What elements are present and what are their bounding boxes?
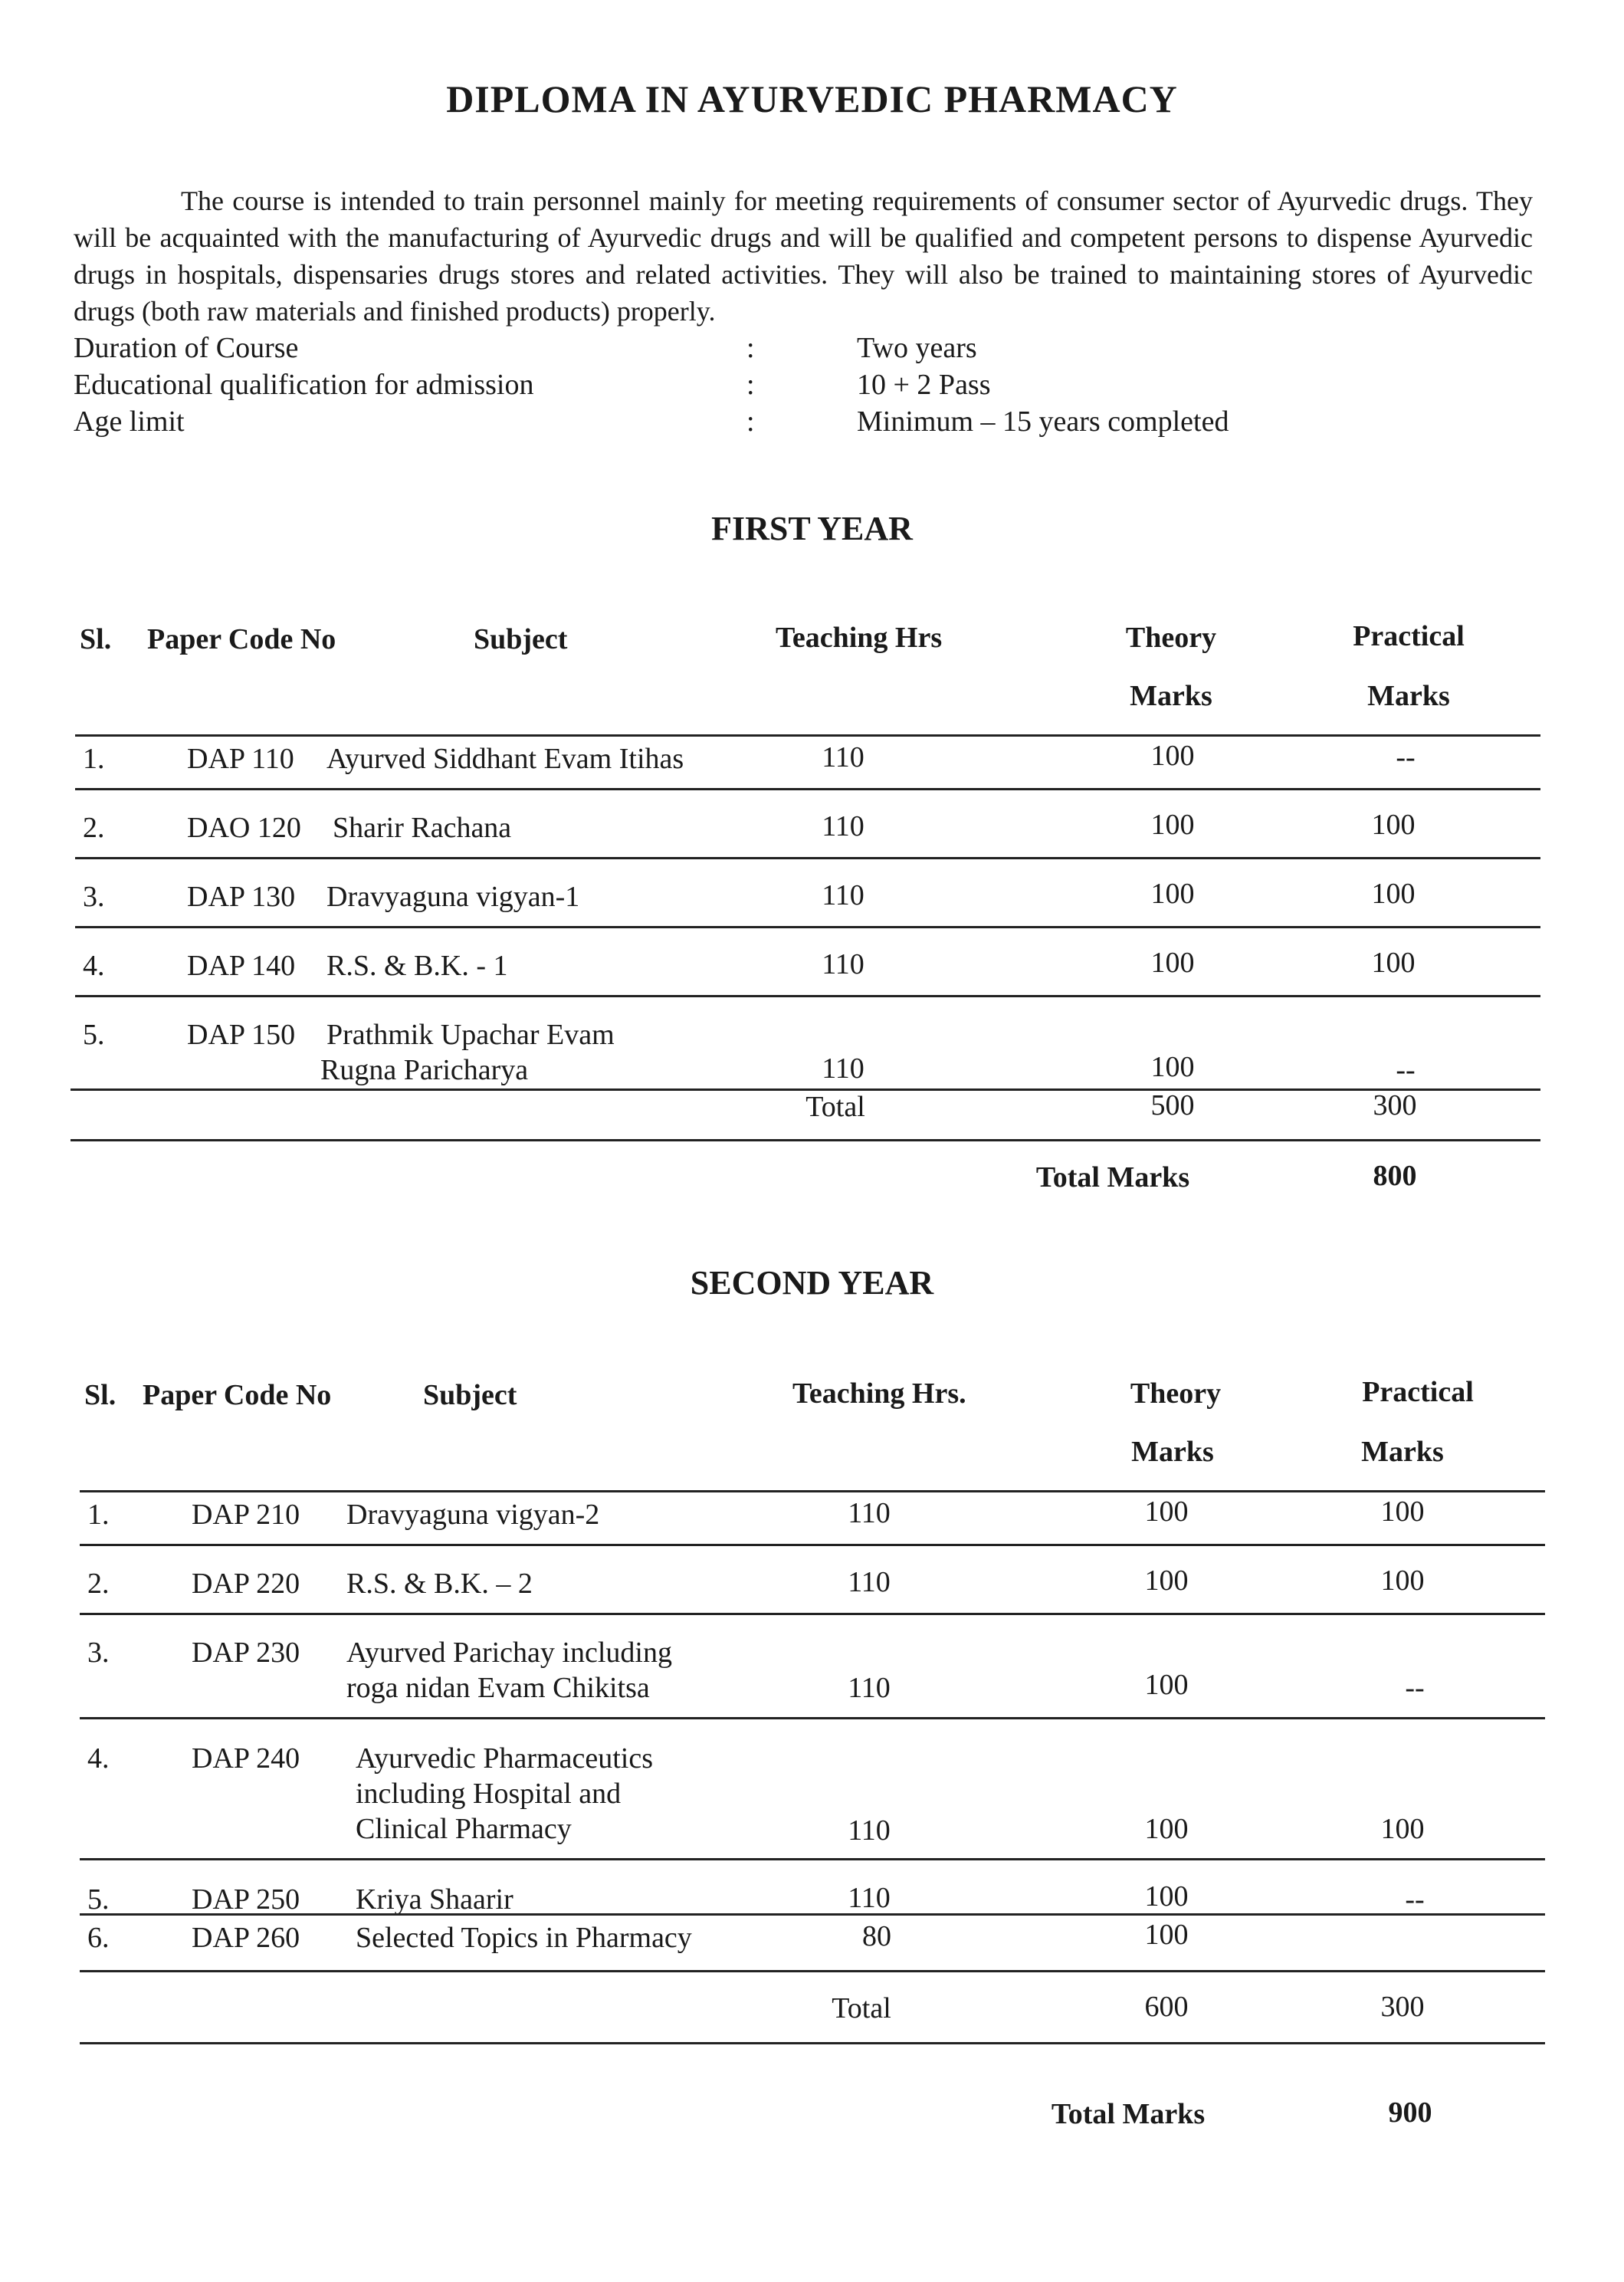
cell-hrs: 110 [848,1672,891,1704]
cell-sl: 5. [83,1019,105,1051]
cell-hrs: 110 [822,810,864,842]
table-rule [75,857,1540,859]
info-colon: : [746,332,755,364]
info-value: Minimum – 15 years completed [857,406,1229,438]
cell-subject: Sharir Rachana [333,812,512,844]
cell-code: DAP 150 [187,1019,296,1051]
table-rule [80,1913,1545,1916]
cell-sl: 4. [83,950,105,982]
table-rule [80,1858,1545,1860]
cell-subject: Dravyaguna vigyan-1 [326,881,580,913]
cell-subject: Ayurved Siddhant Evam Itihas [326,743,684,775]
cell-sl: 5. [87,1883,110,1916]
header-sl: Sl. [84,1379,116,1411]
cell-practical: 100 [1380,1496,1425,1528]
cell-subject-line2: including Hospital and [356,1778,622,1810]
cell-hrs: 110 [822,948,864,980]
cell-sl: 4. [87,1742,110,1775]
cell-theory: 100 [1144,1919,1189,1951]
total-marks-value: 800 [1373,1160,1417,1192]
cell-sl: 1. [87,1499,110,1531]
cell-theory: 100 [1144,1669,1189,1701]
cell-subject: Kriya Shaarir [356,1883,513,1916]
table-rule [80,1613,1545,1615]
cell-code: DAP 240 [192,1742,300,1775]
cell-theory: 100 [1144,1496,1189,1528]
cell-code: DAP 110 [187,743,294,775]
cell-hrs: 110 [848,1882,891,1914]
cell-practical: 100 [1380,1813,1425,1845]
header-paper-code: Paper Code No [143,1379,332,1411]
info-value: Two years [857,332,977,364]
info-qualification [74,368,1300,405]
table-rule [75,995,1540,997]
header-practical: Practical [1362,1376,1474,1408]
cell-subject: R.S. & B.K. – 2 [346,1568,533,1600]
cell-practical: 100 [1380,1565,1425,1597]
cell-practical: 100 [1371,878,1416,910]
total-label: Total [832,1992,891,2024]
page-title: DIPLOMA IN AYURVEDIC PHARMACY [446,77,1178,120]
cell-subject: Ayurved Parichay including [346,1637,672,1669]
table-rule [80,1970,1545,1972]
cell-sl: 6. [87,1922,110,1954]
header-sl: Sl. [80,623,112,655]
cell-code: DAO 120 [187,812,301,844]
total-marks-label: Total Marks [1035,1161,1190,1194]
total-practical: 300 [1380,1991,1425,2023]
cell-subject: Dravyaguna vigyan-2 [346,1499,600,1531]
intro-paragraph [74,182,1533,330]
cell-sl: 2. [83,812,105,844]
header-practical-marks: Marks [1361,1436,1444,1468]
cell-practical: -- [1405,1883,1425,1916]
cell-theory: 100 [1150,1051,1195,1083]
cell-practical: 100 [1371,947,1416,979]
cell-practical: 100 [1371,809,1416,841]
table-rule [80,2042,1545,2044]
total-marks-value: 900 [1388,2096,1432,2129]
header-subject: Subject [423,1379,517,1411]
cell-subject: Selected Topics in Pharmacy [356,1922,692,1954]
table-rule [75,926,1540,928]
cell-practical: -- [1405,1672,1425,1704]
cell-sl: 1. [83,743,105,775]
cell-code: DAP 220 [192,1568,300,1600]
cell-hrs: 110 [848,1566,891,1598]
second-year-heading: SECOND YEAR [690,1264,934,1302]
cell-hrs: 110 [822,1052,864,1085]
header-practical: Practical [1353,620,1465,652]
cell-subject: Ayurvedic Pharmaceutics [356,1742,653,1775]
cell-code: DAP 210 [192,1499,300,1531]
cell-hrs: 110 [822,741,864,773]
info-value: 10 + 2 Pass [857,369,991,401]
cell-code: DAP 130 [187,881,296,913]
info-duration [74,331,1300,368]
cell-subject: R.S. & B.K. - 1 [326,950,508,982]
header-teaching-hrs: Teaching Hrs. [792,1377,966,1410]
header-practical-marks: Marks [1367,680,1450,712]
cell-code: DAP 230 [192,1637,300,1669]
cell-hrs: 110 [822,879,864,911]
table-rule [80,1717,1545,1719]
cell-subject-line3: Clinical Pharmacy [356,1813,572,1845]
cell-theory: 100 [1144,1565,1189,1597]
table-rule [80,1544,1545,1546]
table-rule [80,1490,1545,1492]
info-colon: : [746,369,755,401]
table-rule [71,1139,1540,1141]
total-practical: 300 [1373,1089,1417,1121]
cell-practical: -- [1396,1054,1416,1086]
header-paper-code: Paper Code No [147,623,336,655]
cell-theory: 100 [1150,878,1195,910]
cell-subject-line2: Rugna Paricharya [320,1054,529,1086]
cell-hrs: 110 [848,1497,891,1529]
cell-code: DAP 260 [192,1922,300,1954]
cell-theory: 100 [1144,1880,1189,1913]
header-subject: Subject [474,623,568,655]
header-theory-marks: Marks [1131,1436,1214,1468]
intro-text: The course is intended to train personnel mainly for meeting requirements of consumer sector of Ayurvedic drugs. They will be acquainted with the manufacturing of Ayurvedic drugs and will be qualified and competent persons to dispense Ayurvedic drugs in hospitals, dispensaries drugs stores and related activities. They will also be trained to maintaining stores of Ayurvedic drugs (both raw materials and finished products) properly. [74,186,1533,327]
table-rule [75,788,1540,790]
cell-sl: 3. [83,881,105,913]
cell-sl: 2. [87,1568,110,1600]
table-rule [75,734,1540,737]
cell-theory: 100 [1150,947,1195,979]
cell-hrs: 110 [848,1814,891,1847]
cell-practical: -- [1396,741,1416,773]
cell-sl: 3. [87,1637,110,1669]
header-theory-marks: Marks [1130,680,1212,712]
cell-theory: 100 [1150,740,1195,772]
cell-code: DAP 250 [192,1883,300,1916]
cell-theory: 100 [1150,809,1195,841]
info-age-limit [74,405,1300,442]
info-label: Duration of Course [74,332,299,364]
info-label: Educational qualification for admission [74,369,534,401]
header-theory: Theory [1130,1377,1222,1410]
total-theory: 500 [1150,1089,1195,1121]
cell-subject: Prathmik Upachar Evam [326,1019,615,1051]
first-year-heading: FIRST YEAR [711,510,913,547]
cell-theory: 100 [1144,1813,1189,1845]
cell-subject-line2: roga nidan Evam Chikitsa [346,1672,650,1704]
header-teaching-hrs: Teaching Hrs [776,622,943,654]
info-colon: : [746,406,755,438]
header-theory: Theory [1125,622,1217,654]
cell-code: DAP 140 [187,950,296,982]
total-label: Total [805,1091,865,1123]
info-label: Age limit [74,406,185,438]
cell-hrs: 80 [862,1920,891,1952]
total-theory: 600 [1144,1991,1189,2023]
total-marks-label: Total Marks [1051,2098,1206,2130]
